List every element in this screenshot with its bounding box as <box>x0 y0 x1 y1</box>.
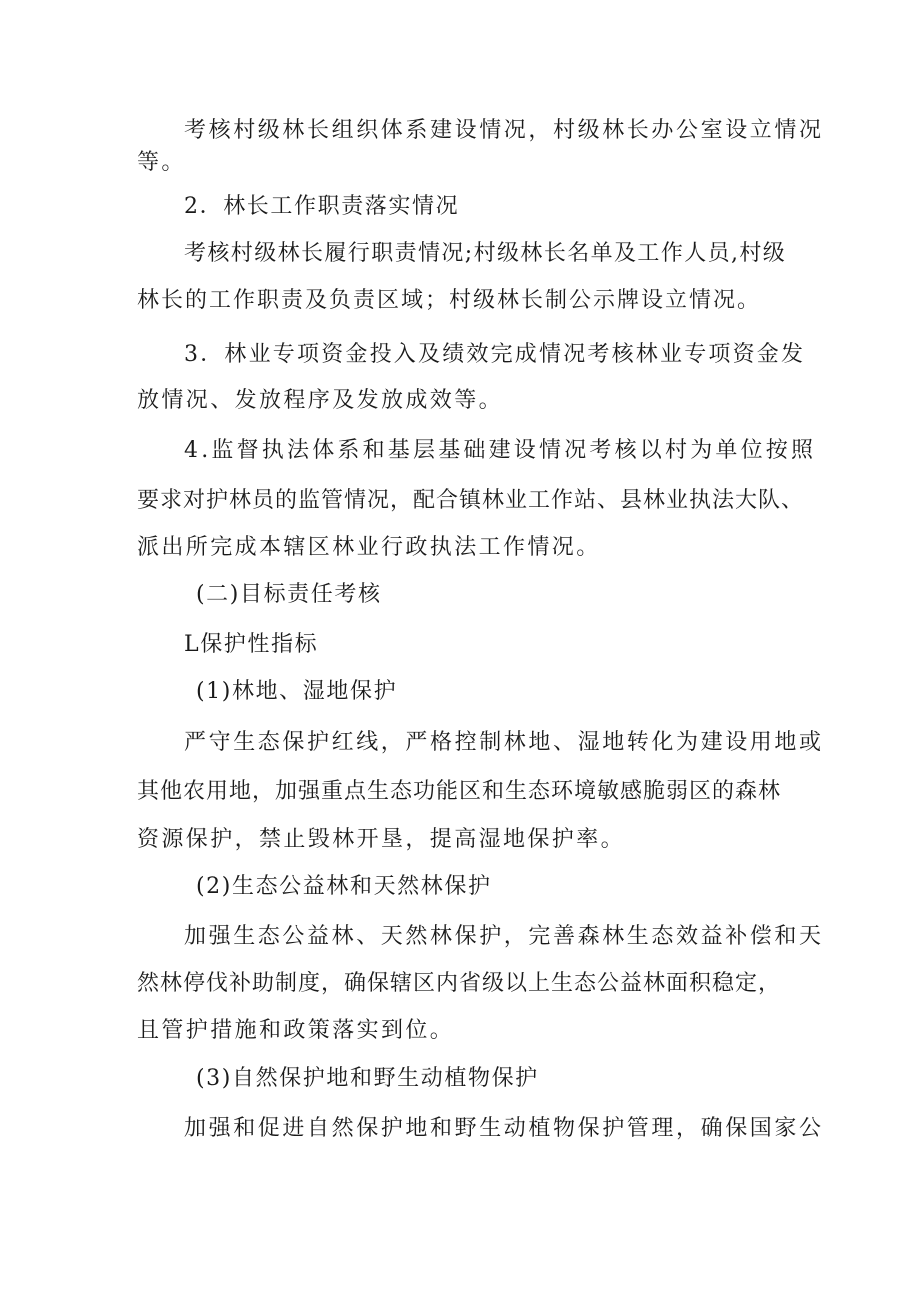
text-line: 派出所完成本辖区林业行政执法工作情况。 <box>137 535 601 560</box>
section-heading: 4.监督执法体系和基层基础建设情况考核以村为单位按照 <box>184 438 817 463</box>
text-line: 且管护措施和政策落实到位。 <box>137 1018 455 1043</box>
subsection-heading: (2)生态公益林和天然林保护 <box>196 874 492 899</box>
subsection-heading: (1)林地、湿地保护 <box>196 679 398 704</box>
section-heading: (二)目标责任考核 <box>196 582 382 607</box>
text-line: 资源保护，禁止毁林开垦，提高湿地保护率。 <box>137 827 626 852</box>
text-line: 要求对护林员的监管情况，配合镇林业工作站、县林业执法大队、 <box>137 488 805 513</box>
text-line: 放情况、发放程序及发放成效等。 <box>137 388 504 413</box>
text-line: 其他农用地，加强重点生态功能区和生态环境敏感脆弱区的森林 <box>137 779 782 804</box>
text-line: 严守生态保护红线，严格控制林地、湿地转化为建设用地或 <box>184 730 824 755</box>
section-heading: 2．林长工作职责落实情况 <box>184 194 460 219</box>
text-line: 加强生态公益林、天然林保护，完善森林生态效益补偿和天 <box>184 924 824 949</box>
text-line: 考核村级林长履行职责情况;村级林长名单及工作人员,村级 <box>184 241 787 266</box>
text-line: 考核村级林长组织体系建设情况，村级林长办公室设立情况 <box>184 118 824 143</box>
section-heading: L保护性指标 <box>184 632 319 657</box>
section-heading: 3．林业专项资金投入及绩效完成情况考核林业专项资金发 <box>184 342 806 367</box>
text-line: 然林停伐补助制度，确保辖区内省级以上生态公益林面积稳定， <box>137 971 782 996</box>
text-line: 等。 <box>137 150 186 175</box>
text-line: 加强和促进自然保护地和野生动植物保护管理，确保国家公 <box>184 1116 824 1141</box>
text-line: 林长的工作职责及负责区域；村级林长制公示牌设立情况。 <box>137 288 762 313</box>
subsection-heading: (3)自然保护地和野生动植物保护 <box>196 1066 539 1091</box>
